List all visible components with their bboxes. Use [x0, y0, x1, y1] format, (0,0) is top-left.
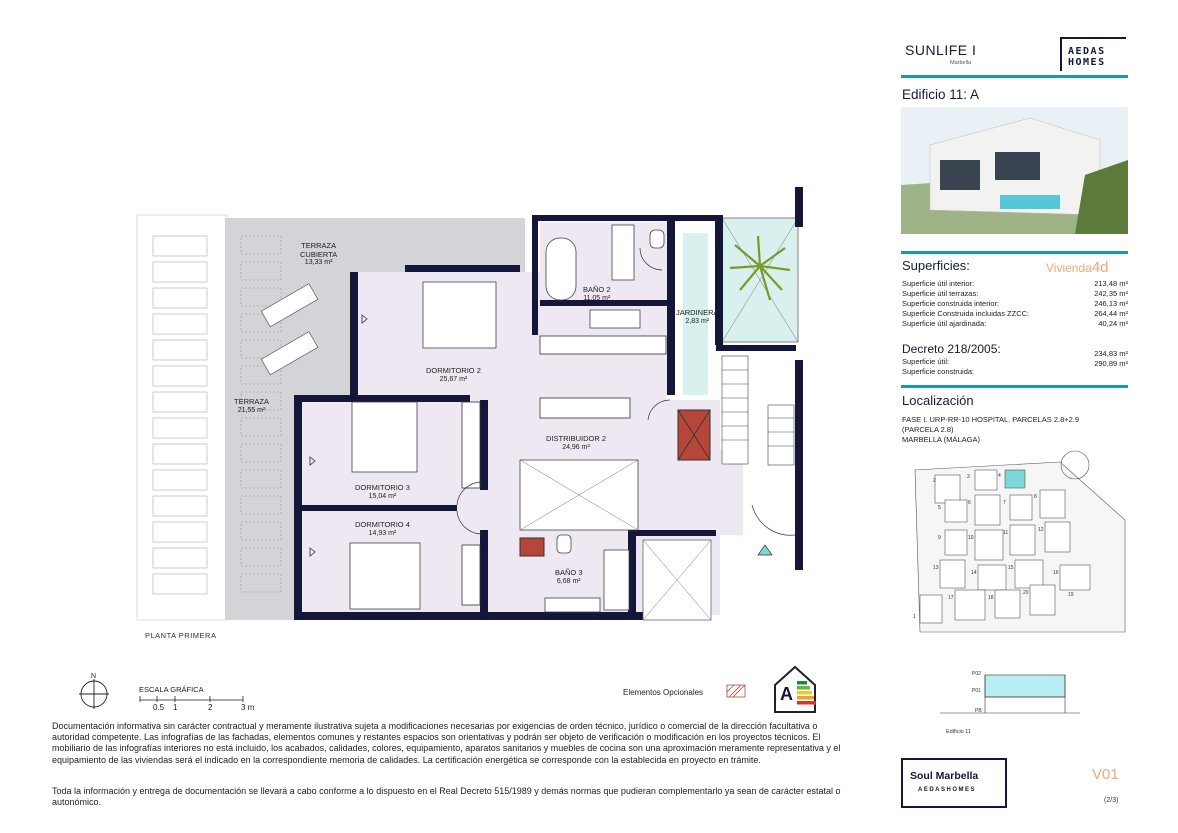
site-map-label: 19 — [1068, 592, 1074, 598]
scale-bar — [140, 696, 243, 702]
room-label-dormitorio-4: DORMITORIO 4 14,93 m² — [355, 520, 410, 537]
section-level-label: P01 — [972, 688, 981, 694]
decree-row: Superficie construida: — [902, 367, 975, 376]
room-label-bano-3: BAÑO 3 6,68 m² — [555, 568, 583, 585]
scale-mark: 0.5 — [153, 703, 165, 712]
plan-title: PLANTA PRIMERA — [145, 631, 217, 640]
site-map — [915, 451, 1125, 632]
building-rendering — [901, 107, 1128, 234]
site-map-label: 1 — [913, 614, 916, 620]
disclaimer-legal: Toda la información y entrega de documentación se llevará a cabo conforme a lo dispuesto en el Real Decreto 515/1989 y demás normas que pudieran complementarlo ya sean de carácter estatal o autonómico. — [52, 786, 841, 808]
energy-rating: A — [780, 684, 793, 704]
location-line: FASE I. URP-RR-10 HOSPITAL. PARCELAS 2.8+2.9 — [902, 415, 1080, 424]
section-level-label: P02 — [972, 671, 981, 677]
site-map-label: 15 — [1008, 565, 1014, 571]
divider — [901, 385, 1128, 388]
entry-marker — [758, 545, 772, 555]
north-label: N — [91, 673, 97, 680]
surface-row: Superficie útil terrazas: 242,35 m² — [902, 289, 1128, 298]
dwelling-type: Vivienda4d — [1046, 259, 1109, 276]
surface-row: Superficie útil ajardinada: 40,24 m² — [902, 319, 1128, 328]
location-line: (PARCELA 2.8) — [902, 425, 954, 434]
soul-marbella-logo-frame — [901, 758, 1007, 808]
site-map-label: 11 — [1003, 530, 1009, 536]
surfaces-heading: Superficies: — [902, 258, 970, 273]
page-number: (2/3) — [1104, 797, 1119, 804]
site-map-label: 18 — [988, 595, 994, 601]
north-arrow — [79, 679, 109, 709]
surface-row: Superficie construida interior: 246,13 m² — [902, 299, 1128, 308]
site-map-label: 16 — [1053, 570, 1059, 576]
scale-title: ESCALA GRÁFICA — [139, 685, 204, 694]
section-level-label: PB — [975, 708, 982, 714]
site-map-label: 7 — [1003, 500, 1006, 506]
building-title: Edificio 11: A — [902, 87, 980, 102]
room-label-jardinera: JARDINERA 2,83 m² — [676, 308, 719, 325]
optional-legend-swatch — [727, 685, 745, 697]
room-label-distribuidor-2: DISTRIBUIDOR 2 24,96 m² — [546, 434, 607, 451]
room-label-dormitorio-2: DORMITORIO 2 25,67 m² — [426, 366, 481, 383]
site-map-label: 20 — [1023, 590, 1029, 596]
scale-mark: 3 m — [241, 703, 255, 712]
decree-row: Superficie útil: — [902, 357, 950, 366]
project-title: SUNLIFE I — [905, 42, 977, 58]
aedas-logo: AEDAS HOMES — [1068, 46, 1106, 68]
staircase — [722, 356, 794, 465]
divider — [901, 75, 1128, 78]
surface-row: Superficie útil interior: 213,48 m² — [902, 279, 1128, 288]
project-location: Marbella — [950, 60, 972, 66]
soul-marbella-logo: Soul Marbella — [910, 770, 979, 782]
surface-row: Superficie Construida incluidas ZZCC: 264,44 m² — [902, 309, 1128, 318]
divider — [901, 251, 1128, 254]
site-map-label: 9 — [938, 535, 941, 541]
site-map-label: 10 — [968, 535, 974, 541]
version-label: V01 — [1092, 766, 1119, 783]
decree-heading: Decreto 218/2005: — [902, 342, 1001, 356]
location-heading: Localización — [902, 393, 974, 408]
section-diagram — [940, 675, 1080, 713]
disclaimer-text: Documentación informativa sin carácter contractual y meramente ilustrativa sujeta a modificaciones necesarias por exigencias de orden técnico, jurídico o comercial de la dirección facultativa o autoridad competente. Las infografías de las fachadas, elementos comunes y restantes espacios son orientativas y podrán ser objeto de verificación o modificación en los proyectos técnicos. El mobiliario de las infografías interiores no está incluido, los acabados, calidades, colores, equipamiento, aparatos sanitarios y muebles de cocina son una aproximación meramente representativa y el equipamiento de las viviendas será el indicado en la correspondiente memoria de calidades. La certificación energética se corresponde con la establecida en proyecto en trámite. — [52, 721, 841, 765]
site-map-label: 6 — [968, 500, 971, 506]
room-label-dormitorio-3: DORMITORIO 3 15,04 m² — [355, 483, 410, 500]
soul-marbella-brand: AEDASHOMES — [918, 787, 977, 793]
site-map-label: 3 — [967, 474, 970, 480]
scale-mark: 1 — [173, 703, 178, 712]
room-label-terraza: TERRAZA 21,55 m² — [234, 397, 270, 414]
section-caption: Edificio 11 — [946, 729, 971, 735]
site-map-label: 5 — [938, 505, 941, 511]
room-label-bano-2: BAÑO 2 11,05 m² — [583, 285, 611, 302]
optional-elements-legend: Elementos Opcionales — [623, 688, 704, 697]
scale-mark: 2 — [208, 703, 213, 712]
site-map-label: 2 — [933, 478, 936, 484]
site-map-label: 14 — [971, 570, 977, 576]
site-map-label: 8 — [1034, 494, 1037, 500]
location-line: MARBELLA (MÁLAGA) — [902, 435, 980, 444]
site-map-label: 17 — [948, 595, 954, 601]
site-map-label: 13 — [933, 565, 939, 571]
room-label-terraza-cubierta: TERRAZA CUBIERTA 13,33 m² — [300, 241, 338, 267]
optional-element — [520, 538, 544, 556]
site-map-label: 12 — [1038, 527, 1044, 533]
site-map-label: 4 — [998, 473, 1001, 479]
